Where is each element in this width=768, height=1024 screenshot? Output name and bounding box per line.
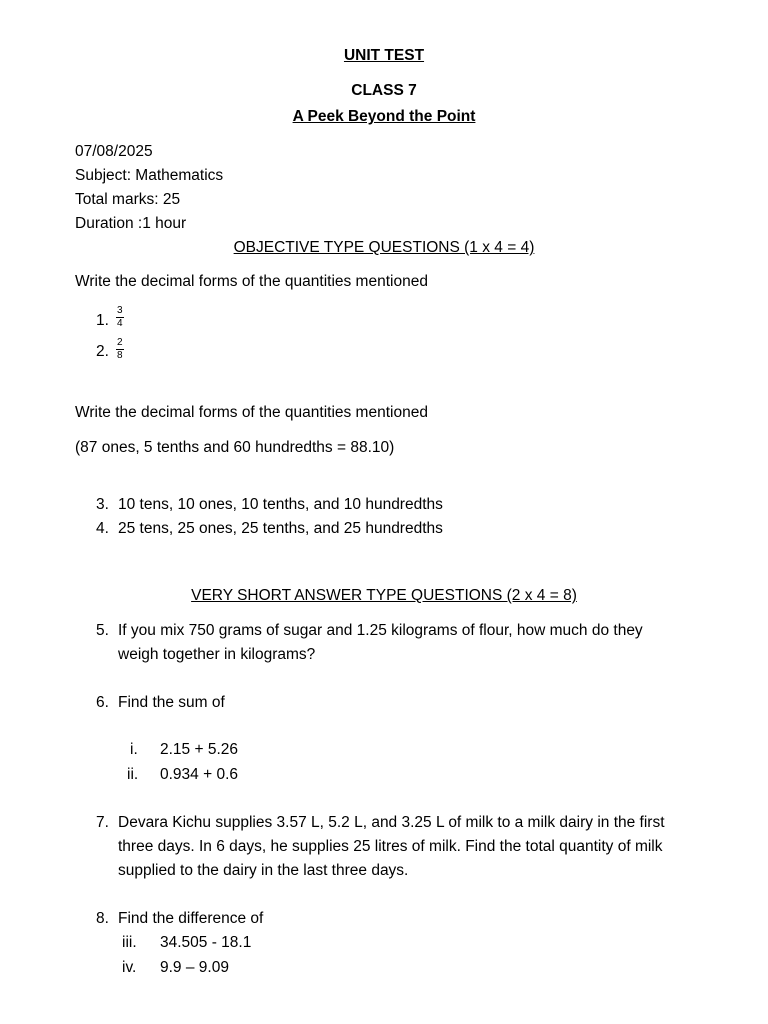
- question-2-numerator: 2: [117, 337, 123, 348]
- subject-line: Subject: Mathematics: [75, 167, 224, 184]
- chapter-title: A Peek Beyond the Point: [292, 108, 476, 125]
- example-line: (87 ones, 5 tenths and 60 hundredths = 88.10): [75, 439, 395, 456]
- question-8-part-iv-number: iv.: [122, 959, 137, 976]
- question-7-line-1: Devara Kichu supplies 3.57 L, 5.2 L, and 3.25 L of milk to a milk dairy in the first: [118, 814, 665, 831]
- question-5-line-1: If you mix 750 grams of sugar and 1.25 kilograms of flour, how much do they: [118, 622, 643, 639]
- question-6-text: Find the sum of: [118, 694, 225, 711]
- question-6-part-ii-text: 0.934 + 0.6: [160, 766, 238, 783]
- question-5-line-2: weigh together in kilograms?: [118, 646, 316, 663]
- question-3-text: 10 tens, 10 ones, 10 tenths, and 10 hundredths: [118, 496, 443, 513]
- question-3-number: 3.: [96, 496, 109, 513]
- question-5-number: 5.: [96, 622, 109, 639]
- question-2-fraction: [116, 338, 124, 361]
- question-1-denominator: 4: [117, 318, 123, 329]
- question-1-fraction: [116, 306, 124, 329]
- question-6-number: 6.: [96, 694, 109, 711]
- question-8-text: Find the difference of: [118, 910, 264, 927]
- total-marks-line: Total marks: 25: [75, 191, 181, 208]
- question-8-number: 8.: [96, 910, 109, 927]
- question-4-number: 4.: [96, 520, 109, 537]
- question-8-part-iii-text: 34.505 - 18.1: [160, 934, 252, 951]
- question-7-line-3: supplied to the dairy in the last three days.: [118, 862, 409, 879]
- question-8-part-iv-text: 9.9 – 9.09: [160, 959, 229, 976]
- instruction-1: Write the decimal forms of the quantities mentioned: [75, 273, 428, 290]
- section-b-heading: VERY SHORT ANSWER TYPE QUESTIONS (2 x 4 = 8): [191, 587, 577, 604]
- question-7-number: 7.: [96, 814, 109, 831]
- question-6-part-i-text: 2.15 + 5.26: [160, 741, 238, 758]
- question-1-numerator: 3: [117, 305, 123, 316]
- question-6-part-ii-number: ii.: [127, 766, 139, 783]
- question-6-part-i-number: i.: [130, 741, 138, 758]
- test-date: 07/08/2025: [75, 143, 153, 160]
- test-title: UNIT TEST: [343, 47, 425, 64]
- question-2-denominator: 8: [117, 350, 123, 361]
- class-label: CLASS 7: [351, 82, 417, 99]
- duration-line: Duration :1 hour: [75, 215, 187, 232]
- question-1-number: 1.: [96, 312, 109, 329]
- question-4-text: 25 tens, 25 ones, 25 tenths, and 25 hundredths: [118, 520, 443, 537]
- question-8-part-iii-number: iii.: [122, 934, 137, 951]
- question-2-number: 2.: [96, 343, 109, 360]
- instruction-2: Write the decimal forms of the quantities mentioned: [75, 404, 428, 421]
- section-a-heading: OBJECTIVE TYPE QUESTIONS (1 x 4 = 4): [233, 239, 535, 256]
- question-7-line-2: three days. In 6 days, he supplies 25 litres of milk. Find the total quantity of milk: [118, 838, 663, 855]
